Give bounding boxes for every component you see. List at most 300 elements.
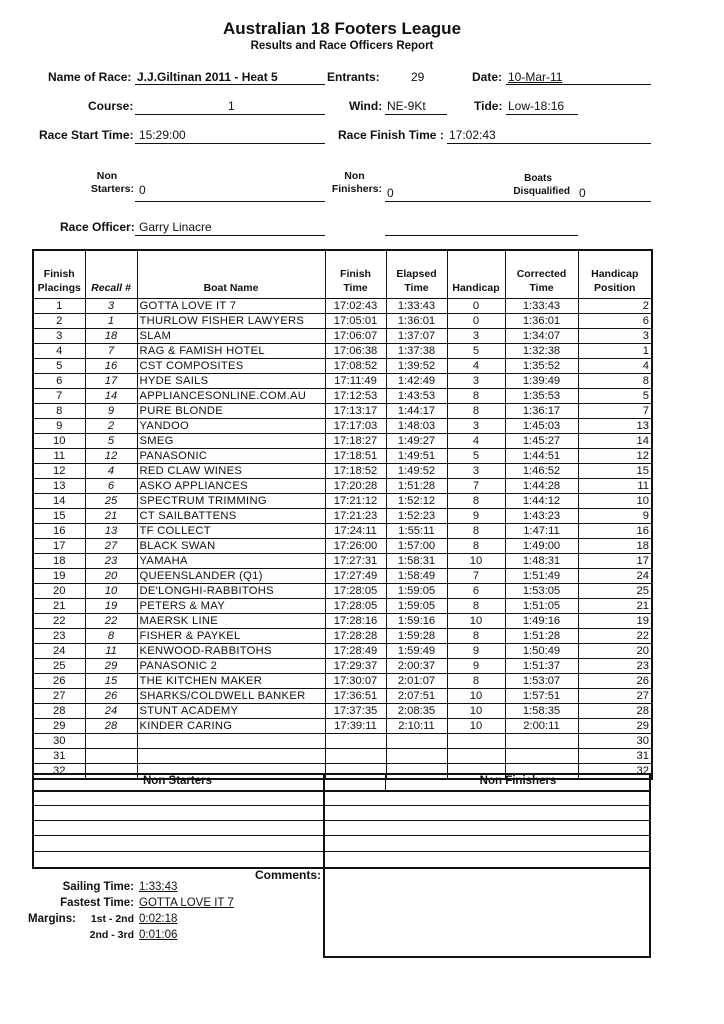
elapsed-time-cell: 1:36:01 bbox=[386, 314, 447, 329]
non-starters-value: 0 bbox=[139, 183, 146, 197]
corrected-time-cell: 1:43:23 bbox=[505, 509, 578, 524]
finish-time-cell: 17:21:23 bbox=[325, 509, 386, 524]
corrected-time-cell: 1:47:11 bbox=[505, 524, 578, 539]
boat-name-cell: QUEENSLANDER (Q1) bbox=[137, 569, 325, 584]
finish-time-cell: 17:37:35 bbox=[325, 704, 386, 719]
start-time-value: 15:29:00 bbox=[139, 128, 186, 142]
handicap-position-cell: 30 bbox=[578, 734, 652, 749]
race-name-underline bbox=[135, 84, 325, 85]
placing-cell: 30 bbox=[33, 734, 85, 749]
recall-cell: 5 bbox=[85, 434, 137, 449]
race-officer-label: Race Officer: bbox=[60, 220, 135, 234]
placing-cell: 8 bbox=[33, 404, 85, 419]
wind-value: NE-9Kt bbox=[387, 99, 426, 113]
non-finishers-label-line2: Finishers: bbox=[331, 183, 382, 195]
race-name-label: Name of Race: bbox=[48, 70, 132, 84]
elapsed-time-cell: 1:58:31 bbox=[386, 554, 447, 569]
handicap-position-cell: 25 bbox=[578, 584, 652, 599]
finish-time-cell: 17:39:11 bbox=[325, 719, 386, 734]
tide-value: Low-18:16 bbox=[508, 99, 565, 113]
non-starters-heading: Non Starters bbox=[142, 775, 213, 787]
boat-name-cell: CST COMPOSITES bbox=[137, 359, 325, 374]
elapsed-time-cell: 1:57:00 bbox=[386, 539, 447, 554]
recall-cell: 29 bbox=[85, 659, 137, 674]
finish-time-cell: 17:20:28 bbox=[325, 479, 386, 494]
recall-cell: 6 bbox=[85, 479, 137, 494]
handicap-position-cell: 32 bbox=[578, 764, 652, 780]
finish-time-cell: 17:26:00 bbox=[325, 539, 386, 554]
boat-name-cell: KINDER CARING bbox=[137, 719, 325, 734]
finish-time-value: 17:02:43 bbox=[449, 128, 496, 142]
handicap-cell: 10 bbox=[447, 689, 505, 704]
tide-underline bbox=[506, 114, 578, 115]
disqualified-label-line2: Disqualified bbox=[513, 186, 570, 197]
handicap-position-cell: 20 bbox=[578, 644, 652, 659]
table-row bbox=[33, 569, 652, 584]
elapsed-time-cell: 1:48:03 bbox=[386, 419, 447, 434]
sailing-time-label: Sailing Time: bbox=[62, 881, 134, 893]
wind-label: Wind: bbox=[349, 99, 383, 113]
recall-cell: 15 bbox=[85, 674, 137, 689]
boat-name-cell: SHARKS/COLDWELL BANKER bbox=[137, 689, 325, 704]
handicap-cell: 8 bbox=[447, 494, 505, 509]
corrected-time-cell: 1:51:05 bbox=[505, 599, 578, 614]
non-finishers-label bbox=[327, 170, 382, 196]
fastest-time-label: Fastest Time: bbox=[60, 897, 134, 909]
recall-cell: 16 bbox=[85, 359, 137, 374]
box-heading-rule bbox=[32, 790, 651, 792]
finish-time-cell: 17:28:05 bbox=[325, 584, 386, 599]
recall-cell: 22 bbox=[85, 614, 137, 629]
recall-cell: 1 bbox=[85, 314, 137, 329]
elapsed-time-cell: 1:59:49 bbox=[386, 644, 447, 659]
course-label: Course: bbox=[88, 99, 134, 113]
table-row bbox=[33, 599, 652, 614]
corrected-time-cell: 1:44:51 bbox=[505, 449, 578, 464]
handicap-cell: 5 bbox=[447, 344, 505, 359]
corrected-time-cell: 1:39:49 bbox=[505, 374, 578, 389]
corrected-time-cell: 1:49:00 bbox=[505, 539, 578, 554]
boat-name-cell: THE KITCHEN MAKER bbox=[137, 674, 325, 689]
handicap-cell: 0 bbox=[447, 299, 505, 314]
placing-cell: 23 bbox=[33, 629, 85, 644]
recall-cell: 27 bbox=[85, 539, 137, 554]
corrected-time-cell: 1:51:49 bbox=[505, 569, 578, 584]
recall-cell: 12 bbox=[85, 449, 137, 464]
elapsed-time-cell: 2:07:51 bbox=[386, 689, 447, 704]
finish-time-cell: 17:28:49 bbox=[325, 644, 386, 659]
handicap-position-cell: 19 bbox=[578, 614, 652, 629]
disqualified-label-line1: Boats bbox=[524, 173, 552, 184]
boat-name-cell: YANDOO bbox=[137, 419, 325, 434]
table-row bbox=[33, 644, 652, 659]
handicap-position-cell: 12 bbox=[578, 449, 652, 464]
handicap-cell: 9 bbox=[447, 644, 505, 659]
finish-time-cell: 17:12:53 bbox=[325, 389, 386, 404]
table-row bbox=[33, 509, 652, 524]
table-row bbox=[33, 734, 652, 749]
handicap-cell: 10 bbox=[447, 704, 505, 719]
placing-cell: 32 bbox=[33, 764, 85, 780]
col-header-handicap: Handicap bbox=[447, 250, 505, 299]
recall-cell: 3 bbox=[85, 299, 137, 314]
race-officer-signature-line bbox=[385, 235, 578, 236]
table-row bbox=[33, 419, 652, 434]
boat-name-cell: YAMAHA bbox=[137, 554, 325, 569]
handicap-cell bbox=[447, 749, 505, 764]
handicap-position-cell: 23 bbox=[578, 659, 652, 674]
finish-time-cell: 17:36:51 bbox=[325, 689, 386, 704]
placing-cell: 17 bbox=[33, 539, 85, 554]
finish-time-cell bbox=[325, 734, 386, 749]
handicap-position-cell: 4 bbox=[578, 359, 652, 374]
corrected-time-cell: 1:44:28 bbox=[505, 479, 578, 494]
boat-name-cell: SPECTRUM TRIMMING bbox=[137, 494, 325, 509]
recall-cell: 11 bbox=[85, 644, 137, 659]
corrected-time-cell: 1:51:37 bbox=[505, 659, 578, 674]
placing-cell: 1 bbox=[33, 299, 85, 314]
handicap-position-cell: 24 bbox=[578, 569, 652, 584]
handicap-cell: 7 bbox=[447, 569, 505, 584]
boat-name-cell: GOTTA LOVE IT 7 bbox=[137, 299, 325, 314]
handicap-position-cell: 8 bbox=[578, 374, 652, 389]
finish-time-cell: 17:27:31 bbox=[325, 554, 386, 569]
col-header-position: Handicap Position bbox=[578, 250, 652, 299]
finish-time-cell: 17:24:11 bbox=[325, 524, 386, 539]
recall-cell: 13 bbox=[85, 524, 137, 539]
non-starters-finishers-box bbox=[32, 773, 651, 869]
placing-cell: 14 bbox=[33, 494, 85, 509]
placing-cell: 24 bbox=[33, 644, 85, 659]
elapsed-time-cell: 1:39:52 bbox=[386, 359, 447, 374]
handicap-cell bbox=[447, 734, 505, 749]
handicap-cell: 10 bbox=[447, 719, 505, 734]
boat-name-cell: SMEG bbox=[137, 434, 325, 449]
recall-cell: 17 bbox=[85, 374, 137, 389]
handicap-position-cell: 14 bbox=[578, 434, 652, 449]
finish-time-cell: 17:28:16 bbox=[325, 614, 386, 629]
placing-cell: 6 bbox=[33, 374, 85, 389]
boat-name-cell: STUNT ACADEMY bbox=[137, 704, 325, 719]
elapsed-time-cell: 1:37:07 bbox=[386, 329, 447, 344]
table-row bbox=[33, 524, 652, 539]
placing-cell: 18 bbox=[33, 554, 85, 569]
table-row bbox=[33, 479, 652, 494]
date-label: Date: bbox=[472, 70, 503, 84]
corrected-time-cell: 1:46:52 bbox=[505, 464, 578, 479]
box-rule-4 bbox=[32, 851, 651, 852]
disqualified-label bbox=[506, 172, 570, 198]
elapsed-time-cell: 1:43:53 bbox=[386, 389, 447, 404]
boat-name-cell: APPLIANCESONLINE.COM.AU bbox=[137, 389, 325, 404]
elapsed-time-cell: 2:00:37 bbox=[386, 659, 447, 674]
handicap-cell: 0 bbox=[447, 314, 505, 329]
corrected-time-cell: 1:44:12 bbox=[505, 494, 578, 509]
recall-cell: 21 bbox=[85, 509, 137, 524]
handicap-cell: 9 bbox=[447, 659, 505, 674]
handicap-cell: 6 bbox=[447, 584, 505, 599]
handicap-position-cell: 5 bbox=[578, 389, 652, 404]
boat-name-cell: HYDE SAILS bbox=[137, 374, 325, 389]
table-row bbox=[33, 389, 652, 404]
recall-cell: 20 bbox=[85, 569, 137, 584]
elapsed-time-cell: 1:59:05 bbox=[386, 599, 447, 614]
boat-name-cell: SLAM bbox=[137, 329, 325, 344]
margin-2nd-3rd-value: 0:01:06 bbox=[139, 929, 178, 941]
placing-cell: 29 bbox=[33, 719, 85, 734]
handicap-cell: 5 bbox=[447, 449, 505, 464]
finish-time-cell: 17:29:37 bbox=[325, 659, 386, 674]
handicap-position-cell: 13 bbox=[578, 419, 652, 434]
elapsed-time-cell: 1:42:49 bbox=[386, 374, 447, 389]
boat-name-cell: MAERSK LINE bbox=[137, 614, 325, 629]
placing-cell: 27 bbox=[33, 689, 85, 704]
elapsed-time-cell: 1:37:38 bbox=[386, 344, 447, 359]
placing-cell: 9 bbox=[33, 419, 85, 434]
finish-time-cell: 17:28:28 bbox=[325, 629, 386, 644]
race-officer-underline bbox=[135, 235, 325, 236]
corrected-time-cell: 1:58:35 bbox=[505, 704, 578, 719]
elapsed-time-cell: 1:51:28 bbox=[386, 479, 447, 494]
handicap-cell: 10 bbox=[447, 614, 505, 629]
recall-cell: 18 bbox=[85, 329, 137, 344]
handicap-position-cell: 21 bbox=[578, 599, 652, 614]
recall-cell: 19 bbox=[85, 599, 137, 614]
corrected-time-cell: 1:45:27 bbox=[505, 434, 578, 449]
table-row bbox=[33, 404, 652, 419]
placing-cell: 25 bbox=[33, 659, 85, 674]
elapsed-time-cell: 1:55:11 bbox=[386, 524, 447, 539]
recall-cell: 2 bbox=[85, 419, 137, 434]
handicap-cell: 4 bbox=[447, 359, 505, 374]
finish-time-cell: 17:18:52 bbox=[325, 464, 386, 479]
corrected-time-cell: 1:36:17 bbox=[505, 404, 578, 419]
date-underline bbox=[506, 84, 651, 85]
non-starters-label-line2: Starters: bbox=[90, 183, 134, 195]
fastest-time-value: GOTTA LOVE IT 7 bbox=[139, 897, 234, 909]
handicap-position-cell: 1 bbox=[578, 344, 652, 359]
recall-cell: 24 bbox=[85, 704, 137, 719]
handicap-cell: 10 bbox=[447, 554, 505, 569]
margin-1st-2nd-value: 0:02:18 bbox=[139, 913, 178, 925]
table-row bbox=[33, 719, 652, 734]
table-row bbox=[33, 614, 652, 629]
table-row bbox=[33, 359, 652, 374]
handicap-position-cell: 7 bbox=[578, 404, 652, 419]
boat-name-cell: ASKO APPLIANCES bbox=[137, 479, 325, 494]
box-rule-2 bbox=[32, 820, 651, 821]
boat-name-cell: PANASONIC 2 bbox=[137, 659, 325, 674]
boat-name-cell bbox=[137, 734, 325, 749]
margin-1st-2nd-label: 1st - 2nd bbox=[90, 913, 134, 925]
table-row bbox=[33, 704, 652, 719]
date-value: 10-Mar-11 bbox=[508, 70, 563, 84]
handicap-position-cell: 6 bbox=[578, 314, 652, 329]
table-row bbox=[33, 749, 652, 764]
course-value: 1 bbox=[228, 99, 235, 113]
recall-cell: 9 bbox=[85, 404, 137, 419]
recall-cell: 4 bbox=[85, 464, 137, 479]
handicap-position-cell: 18 bbox=[578, 539, 652, 554]
non-starters-label bbox=[80, 170, 134, 196]
handicap-cell: 7 bbox=[447, 479, 505, 494]
recall-cell bbox=[85, 734, 137, 749]
boat-name-cell: DE'LONGHI-RABBITOHS bbox=[137, 584, 325, 599]
handicap-position-cell: 29 bbox=[578, 719, 652, 734]
corrected-time-cell: 1:49:16 bbox=[505, 614, 578, 629]
finish-time-cell: 17:02:43 bbox=[325, 299, 386, 314]
table-row bbox=[33, 434, 652, 449]
finish-time-cell: 17:28:05 bbox=[325, 599, 386, 614]
recall-cell: 14 bbox=[85, 389, 137, 404]
handicap-position-cell: 9 bbox=[578, 509, 652, 524]
non-finishers-value: 0 bbox=[387, 186, 394, 200]
elapsed-time-cell: 2:08:35 bbox=[386, 704, 447, 719]
boat-name-cell: CT SAILBATTENS bbox=[137, 509, 325, 524]
handicap-cell: 9 bbox=[447, 509, 505, 524]
handicap-cell: 8 bbox=[447, 389, 505, 404]
race-officer-value: Garry Linacre bbox=[139, 220, 212, 234]
elapsed-time-cell: 1:59:28 bbox=[386, 629, 447, 644]
comments-box bbox=[323, 867, 651, 958]
non-finishers-heading: Non Finishers bbox=[479, 775, 557, 787]
start-time-underline bbox=[135, 143, 325, 144]
sailing-time-value: 1:33:43 bbox=[139, 881, 178, 893]
recall-cell bbox=[85, 749, 137, 764]
elapsed-time-cell: 1:59:05 bbox=[386, 584, 447, 599]
wind-underline bbox=[385, 114, 447, 115]
elapsed-time-cell: 1:52:23 bbox=[386, 509, 447, 524]
handicap-cell: 8 bbox=[447, 404, 505, 419]
corrected-time-cell: 1:45:03 bbox=[505, 419, 578, 434]
finish-time-cell: 17:06:38 bbox=[325, 344, 386, 359]
table-row bbox=[33, 344, 652, 359]
table-row bbox=[33, 299, 652, 314]
corrected-time-cell bbox=[505, 734, 578, 749]
tide-label: Tide: bbox=[474, 99, 503, 113]
comments-label: Comments: bbox=[255, 868, 322, 882]
table-row bbox=[33, 329, 652, 344]
handicap-position-cell: 28 bbox=[578, 704, 652, 719]
recall-cell: 25 bbox=[85, 494, 137, 509]
finish-time-cell: 17:05:01 bbox=[325, 314, 386, 329]
finish-time-cell: 17:18:51 bbox=[325, 449, 386, 464]
elapsed-time-cell: 1:44:17 bbox=[386, 404, 447, 419]
handicap-position-cell: 26 bbox=[578, 674, 652, 689]
elapsed-time-cell: 1:49:27 bbox=[386, 434, 447, 449]
finish-time-underline bbox=[447, 143, 651, 144]
corrected-time-cell: 1:50:49 bbox=[505, 644, 578, 659]
corrected-time-cell: 1:53:07 bbox=[505, 674, 578, 689]
col-header-boat: Boat Name bbox=[137, 250, 325, 299]
non-finishers-label-line1: Non bbox=[344, 170, 365, 182]
race-name-value: J.J.Giltinan 2011 - Heat 5 bbox=[137, 70, 278, 84]
col-header-placing: Finish Placings bbox=[33, 250, 85, 299]
finish-time-cell: 17:27:49 bbox=[325, 569, 386, 584]
boat-name-cell: PURE BLONDE bbox=[137, 404, 325, 419]
course-underline bbox=[135, 114, 325, 115]
table-row bbox=[33, 374, 652, 389]
finish-time-cell: 17:21:12 bbox=[325, 494, 386, 509]
table-row bbox=[33, 539, 652, 554]
boat-name-cell: RAG & FAMISH HOTEL bbox=[137, 344, 325, 359]
placing-cell: 11 bbox=[33, 449, 85, 464]
boat-name-cell: TF COLLECT bbox=[137, 524, 325, 539]
table-row bbox=[33, 629, 652, 644]
placing-cell: 31 bbox=[33, 749, 85, 764]
placing-cell: 20 bbox=[33, 584, 85, 599]
col-header-corrected: Corrected Time bbox=[505, 250, 578, 299]
corrected-time-cell: 1:32:38 bbox=[505, 344, 578, 359]
handicap-position-cell: 17 bbox=[578, 554, 652, 569]
placing-cell: 10 bbox=[33, 434, 85, 449]
placing-cell: 4 bbox=[33, 344, 85, 359]
elapsed-time-cell: 1:49:51 bbox=[386, 449, 447, 464]
corrected-time-cell: 1:51:28 bbox=[505, 629, 578, 644]
elapsed-time-cell: 1:52:12 bbox=[386, 494, 447, 509]
table-row bbox=[33, 494, 652, 509]
boat-name-cell: PANASONIC bbox=[137, 449, 325, 464]
disqualified-value: 0 bbox=[579, 186, 586, 200]
box-rule-1 bbox=[32, 805, 651, 806]
handicap-cell: 3 bbox=[447, 329, 505, 344]
boat-name-cell: FISHER & PAYKEL bbox=[137, 629, 325, 644]
non-starters-underline bbox=[135, 201, 325, 202]
placing-cell: 7 bbox=[33, 389, 85, 404]
elapsed-time-cell: 2:10:11 bbox=[386, 719, 447, 734]
margin-2nd-3rd-label: 2nd - 3rd bbox=[89, 929, 134, 941]
finish-time-cell bbox=[325, 749, 386, 764]
finish-time-cell: 17:06:07 bbox=[325, 329, 386, 344]
margins-label: Margins: bbox=[28, 913, 76, 925]
handicap-position-cell: 10 bbox=[578, 494, 652, 509]
finish-time-cell: 17:08:52 bbox=[325, 359, 386, 374]
placing-cell: 22 bbox=[33, 614, 85, 629]
handicap-cell: 8 bbox=[447, 539, 505, 554]
placing-cell: 16 bbox=[33, 524, 85, 539]
elapsed-time-cell: 1:33:43 bbox=[386, 299, 447, 314]
boat-name-cell: RED CLAW WINES bbox=[137, 464, 325, 479]
table-row bbox=[33, 584, 652, 599]
finish-time-cell: 17:18:27 bbox=[325, 434, 386, 449]
placing-cell: 15 bbox=[33, 509, 85, 524]
finish-time-cell: 17:17:03 bbox=[325, 419, 386, 434]
page-subtitle: Results and Race Officers Report bbox=[250, 40, 434, 52]
disqualified-underline bbox=[577, 201, 651, 202]
elapsed-time-cell: 1:49:52 bbox=[386, 464, 447, 479]
table-row bbox=[33, 554, 652, 569]
entrants-value: 29 bbox=[411, 70, 425, 84]
table-header-row bbox=[33, 250, 652, 299]
elapsed-time-cell bbox=[386, 734, 447, 749]
placing-cell: 13 bbox=[33, 479, 85, 494]
handicap-cell: 8 bbox=[447, 629, 505, 644]
boat-name-cell: BLACK SWAN bbox=[137, 539, 325, 554]
handicap-position-cell: 15 bbox=[578, 464, 652, 479]
handicap-position-cell: 3 bbox=[578, 329, 652, 344]
corrected-time-cell: 1:57:51 bbox=[505, 689, 578, 704]
corrected-time-cell: 1:36:01 bbox=[505, 314, 578, 329]
handicap-position-cell: 2 bbox=[578, 299, 652, 314]
entrants-label: Entrants: bbox=[327, 70, 380, 84]
corrected-time-cell: 2:00:11 bbox=[505, 719, 578, 734]
recall-cell: 23 bbox=[85, 554, 137, 569]
corrected-time-cell: 1:35:53 bbox=[505, 389, 578, 404]
placing-cell: 5 bbox=[33, 359, 85, 374]
boat-name-cell bbox=[137, 749, 325, 764]
page-title: Australian 18 Footers League bbox=[222, 19, 462, 38]
placing-cell: 3 bbox=[33, 329, 85, 344]
